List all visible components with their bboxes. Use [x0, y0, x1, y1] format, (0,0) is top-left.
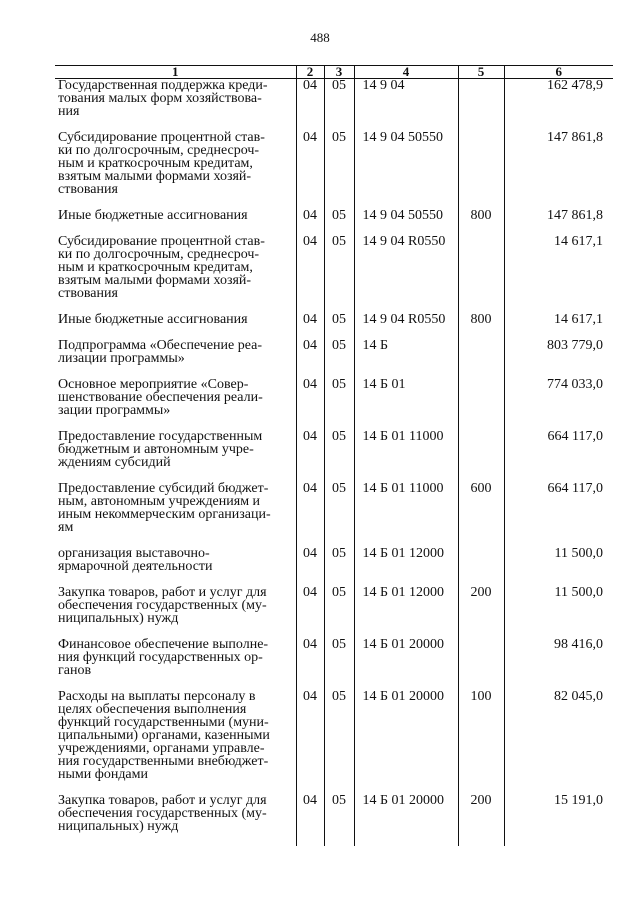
row-name-line: зации программы» — [58, 402, 171, 418]
row-name-line: ниципальных) нужд — [58, 818, 179, 834]
row-name-cell — [55, 378, 296, 430]
target-article-cell: 14 9 04 R0550 — [354, 313, 458, 339]
expense-type-cell — [458, 339, 504, 378]
expense-type-cell — [458, 547, 504, 586]
section-code-cell: 04 — [296, 79, 324, 131]
amount-cell: 11 500,0 — [504, 547, 613, 586]
row-name-cell — [55, 131, 296, 209]
subsection-code-cell: 05 — [324, 378, 354, 430]
row-name-line: Предоставление субсидий бюджет- — [58, 480, 269, 496]
row-name-cell — [55, 339, 296, 378]
expense-type-cell: 800 — [458, 209, 504, 235]
row-name-line: Предоставление государственным — [58, 428, 263, 444]
target-article-cell: 14 Б 01 12000 — [354, 547, 458, 586]
row-name-cell — [55, 794, 296, 846]
subsection-code-cell: 05 — [324, 339, 354, 378]
row-name-line: ными фондами — [58, 766, 149, 782]
amount-cell: 774 033,0 — [504, 378, 613, 430]
row-name-line: ниципальных) нужд — [58, 610, 179, 626]
subsection-code-cell: 05 — [324, 430, 354, 482]
row-name-line: ки по долгосрочным, среднесроч- — [58, 246, 260, 262]
row-name-line: бюджетным и автономным учре- — [58, 441, 254, 457]
section-code-cell: 04 — [296, 235, 324, 313]
table-row — [55, 235, 613, 313]
page-number: 488 — [310, 30, 330, 45]
row-name-cell — [55, 79, 296, 131]
amount-cell: 98 416,0 — [504, 638, 613, 690]
table-row — [55, 339, 613, 378]
row-name-line: ния государственными внебюджет- — [58, 753, 269, 769]
target-article-cell: 14 Б 01 12000 — [354, 586, 458, 638]
subsection-code-cell: 05 — [324, 638, 354, 690]
row-name-line: ствования — [58, 181, 118, 197]
table-row — [55, 79, 613, 131]
target-article-cell: 14 Б 01 — [354, 378, 458, 430]
subsection-code-cell: 05 — [324, 794, 354, 846]
row-name-line: организация выставочно- — [58, 545, 210, 561]
section-code-cell: 04 — [296, 313, 324, 339]
row-name-cell — [55, 313, 296, 339]
table-row — [55, 638, 613, 690]
target-article-cell: 14 9 04 R0550 — [354, 235, 458, 313]
row-name-line: ния — [58, 104, 80, 119]
amount-cell: 82 045,0 — [504, 690, 613, 794]
row-name-cell — [55, 586, 296, 638]
row-name-line: ния функций государственных ор- — [58, 649, 263, 665]
row-name-line: ципальными) органами, казенными — [58, 727, 270, 743]
row-name-line: обеспечения государственных (му- — [58, 805, 267, 821]
section-code-cell: 04 — [296, 794, 324, 846]
row-name-line: Подпрограмма «Обеспечение реа- — [58, 337, 263, 353]
expense-type-cell: 600 — [458, 482, 504, 547]
column-header: 6 — [504, 66, 613, 79]
row-name-line: Расходы на выплаты персоналу в — [58, 688, 256, 704]
row-name-line: ным, автономным учреждениям и — [58, 493, 261, 509]
amount-cell: 664 117,0 — [504, 430, 613, 482]
row-name-cell — [55, 209, 296, 235]
subsection-code-cell: 05 — [324, 313, 354, 339]
expense-type-cell: 200 — [458, 586, 504, 638]
subsection-code-cell: 05 — [324, 209, 354, 235]
row-name-line: целях обеспечения выполнения — [58, 701, 247, 717]
table-row — [55, 378, 613, 430]
section-code-cell: 04 — [296, 690, 324, 794]
section-code-cell: 04 — [296, 209, 324, 235]
column-header: 2 — [296, 66, 324, 79]
section-code-cell: 04 — [296, 547, 324, 586]
row-name-line: ным и краткосрочным кредитам, — [58, 155, 253, 171]
subsection-code-cell: 05 — [324, 235, 354, 313]
row-name-line: Закупка товаров, работ и услуг для — [58, 584, 267, 600]
target-article-cell: 14 Б 01 11000 — [354, 482, 458, 547]
expense-type-cell: 200 — [458, 794, 504, 846]
row-name-line: лизации программы» — [58, 350, 185, 366]
row-name-line: взятым малыми формами хозяй- — [58, 272, 252, 288]
table-row — [55, 482, 613, 547]
row-name-cell — [55, 482, 296, 547]
table-row — [55, 794, 613, 846]
row-name-line: ки по долгосрочным, среднесроч- — [58, 142, 260, 158]
row-name-line: обеспечения государственных (му- — [58, 597, 267, 613]
section-code-cell: 04 — [296, 378, 324, 430]
row-name-line: Иные бюджетные ассигнования — [58, 311, 248, 327]
subsection-code-cell: 05 — [324, 690, 354, 794]
expense-type-cell — [458, 638, 504, 690]
row-name-line: тования малых форм хозяйствова- — [58, 91, 262, 106]
target-article-cell: 14 9 04 50550 — [354, 131, 458, 209]
row-name-line: иным некоммерческим организаци- — [58, 506, 271, 522]
column-header: 5 — [458, 66, 504, 79]
subsection-code-cell: 05 — [324, 482, 354, 547]
amount-cell: 15 191,0 — [504, 794, 613, 846]
row-name-line: Субсидирование процентной став- — [58, 233, 265, 249]
column-header: 4 — [354, 66, 458, 79]
row-name-line: ждениям субсидий — [58, 454, 171, 470]
subsection-code-cell: 05 — [324, 131, 354, 209]
table-row — [55, 313, 613, 339]
row-name-line: Финансовое обеспечение выполне- — [58, 636, 269, 652]
expense-type-cell: 100 — [458, 690, 504, 794]
row-name-line: Закупка товаров, работ и услуг для — [58, 792, 267, 808]
target-article-cell: 14 Б 01 20000 — [354, 690, 458, 794]
expense-type-cell — [458, 378, 504, 430]
table-row — [55, 586, 613, 638]
row-name-line: ным и краткосрочным кредитам, — [58, 259, 253, 275]
amount-cell: 14 617,1 — [504, 235, 613, 313]
subsection-code-cell: 05 — [324, 547, 354, 586]
row-name-line: учреждениями, органами управле- — [58, 740, 265, 756]
amount-cell: 664 117,0 — [504, 482, 613, 547]
row-name-line: ствования — [58, 285, 118, 301]
row-name-line: Основное мероприятие «Совер- — [58, 376, 249, 392]
expense-type-cell: 800 — [458, 313, 504, 339]
column-header: 3 — [324, 66, 354, 79]
row-name-cell — [55, 638, 296, 690]
target-article-cell: 14 Б — [354, 339, 458, 378]
section-code-cell: 04 — [296, 482, 324, 547]
subsection-code-cell: 05 — [324, 79, 354, 131]
table-row — [55, 547, 613, 586]
table-header-row — [55, 66, 613, 79]
row-name-line: Государственная поддержка креди- — [58, 78, 268, 93]
target-article-cell: 14 9 04 — [354, 79, 458, 131]
target-article-cell: 14 Б 01 11000 — [354, 430, 458, 482]
amount-cell: 11 500,0 — [504, 586, 613, 638]
row-name-line: шенствование обеспечения реали- — [58, 389, 263, 405]
row-name-cell — [55, 690, 296, 794]
table-row — [55, 131, 613, 209]
target-article-cell: 14 Б 01 20000 — [354, 638, 458, 690]
row-name-line: ям — [58, 519, 74, 535]
row-name-line: ярмарочной деятельности — [58, 558, 213, 574]
expense-type-cell — [458, 131, 504, 209]
row-name-line: взятым малыми формами хозяй- — [58, 168, 252, 184]
section-code-cell: 04 — [296, 339, 324, 378]
table-row — [55, 690, 613, 794]
amount-cell: 147 861,8 — [504, 131, 613, 209]
section-code-cell: 04 — [296, 131, 324, 209]
target-article-cell: 14 9 04 50550 — [354, 209, 458, 235]
row-name-cell — [55, 430, 296, 482]
expense-type-cell — [458, 430, 504, 482]
amount-cell: 147 861,8 — [504, 209, 613, 235]
row-name-cell — [55, 547, 296, 586]
amount-cell: 14 617,1 — [504, 313, 613, 339]
column-header: 1 — [55, 66, 296, 79]
target-article-cell: 14 Б 01 20000 — [354, 794, 458, 846]
row-name-line: Иные бюджетные ассигнования — [58, 207, 248, 223]
expense-type-cell — [458, 79, 504, 131]
row-name-cell — [55, 235, 296, 313]
section-code-cell: 04 — [296, 430, 324, 482]
row-name-line: ганов — [58, 662, 92, 678]
row-name-line: функций государственными (муни- — [58, 714, 269, 730]
amount-cell: 803 779,0 — [504, 339, 613, 378]
table-row — [55, 209, 613, 235]
budget-table — [55, 65, 613, 846]
subsection-code-cell: 05 — [324, 586, 354, 638]
amount-cell: 162 478,9 — [504, 79, 613, 131]
row-name-line: Субсидирование процентной став- — [58, 129, 265, 145]
section-code-cell: 04 — [296, 586, 324, 638]
expense-type-cell — [458, 235, 504, 313]
table-row — [55, 430, 613, 482]
section-code-cell: 04 — [296, 638, 324, 690]
